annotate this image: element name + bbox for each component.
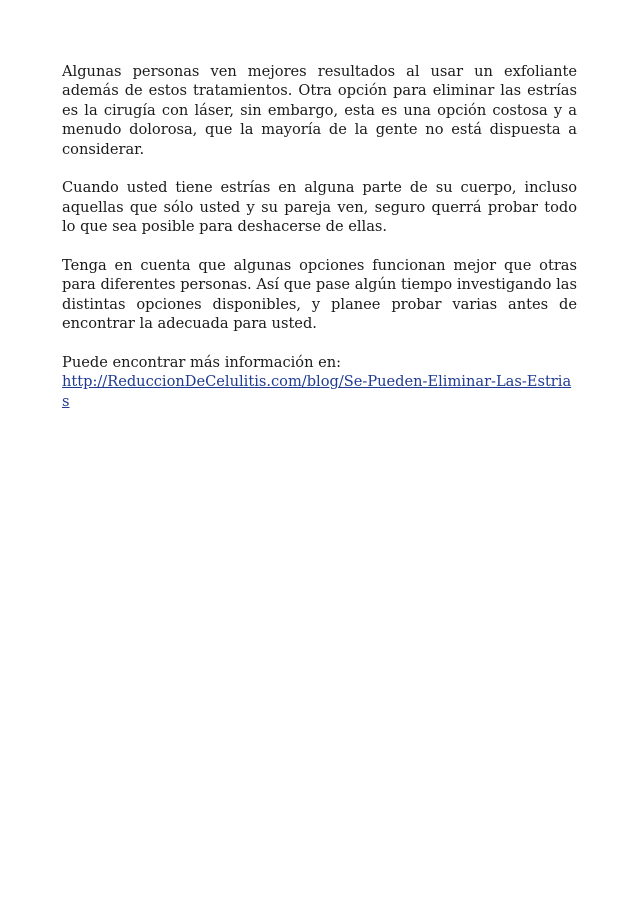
more-info-link[interactable]: http://ReduccionDeCelulitis.com/blog/Se-Pueden-Eliminar-Las-Estrias xyxy=(62,373,572,410)
paragraph-exfoliante: Algunas personas ven mejores resultados al usar un exfoliante además de estos tratamientos. Otra opción para eliminar las estrías es la cirugía con láser, sin embargo, esta es una opción costosa y a menudo dolorosa, que la mayoría de la gente no está dispuesta a considerar. xyxy=(62,63,577,158)
paragraph-opciones: Tenga en cuenta que algunas opciones funcionan mejor que otras para diferentes personas. Así que pase algún tiempo investigando las distintas opciones disponibles, y planee probar varias antes de encontrar la adecuada para usted. xyxy=(62,257,577,333)
paragraph-estrias-cuerpo: Cuando usted tiene estrías en alguna parte de su cuerpo, incluso aquellas que sólo usted y su pareja ven, seguro querrá probar todo lo que sea posible para deshacerse de ellas. xyxy=(62,179,577,236)
document-page xyxy=(62,62,577,411)
more-info-label: Puede encontrar más información en: xyxy=(62,354,342,372)
